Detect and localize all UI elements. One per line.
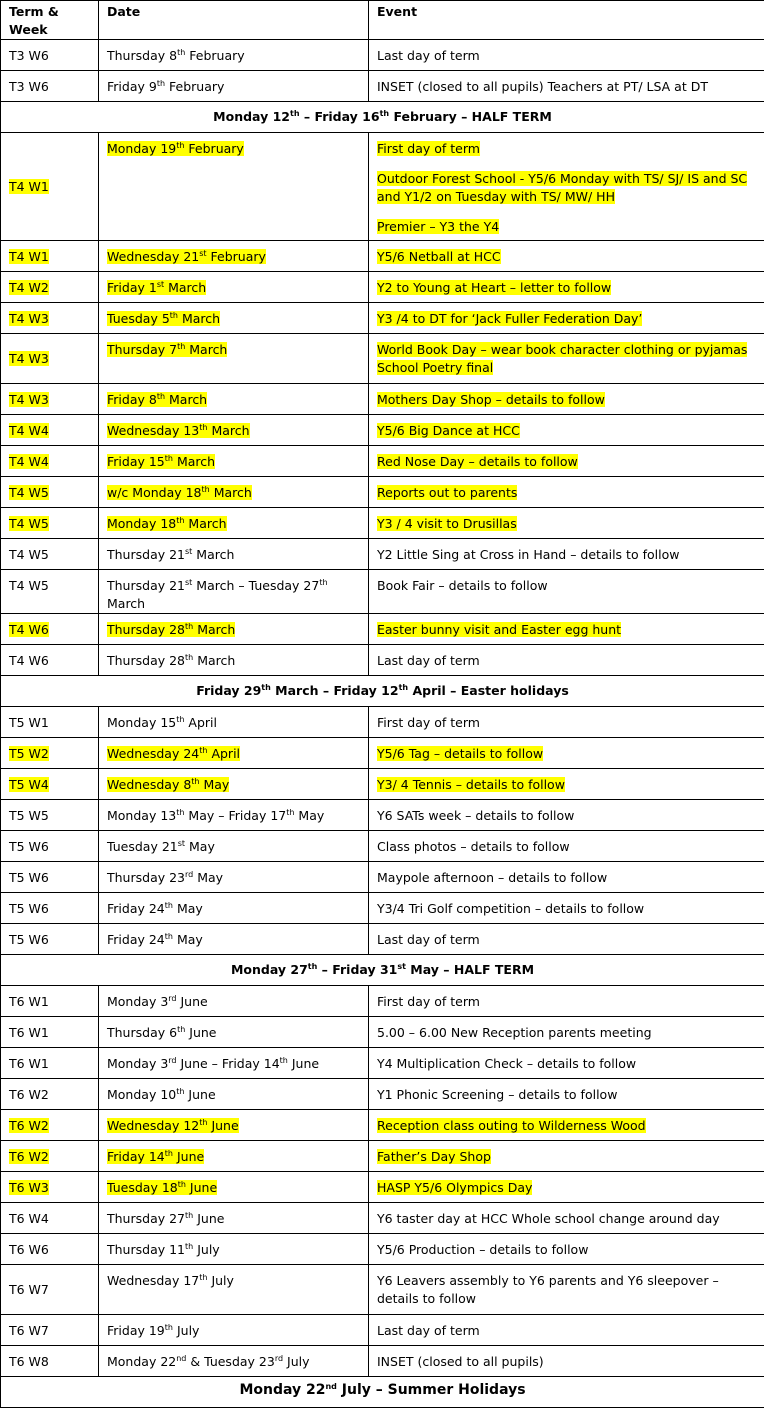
ordinal-suffix: th: [290, 109, 300, 118]
ordinal-suffix: th: [319, 578, 327, 587]
event-text: Y2 Little Sing at Cross in Hand – details to follow: [377, 546, 764, 564]
ordinal-suffix: th: [165, 1323, 173, 1332]
ordinal-suffix: th: [157, 79, 165, 88]
event-cell: [369, 924, 764, 955]
event-text: Easter bunny visit and Easter egg hunt: [377, 621, 764, 639]
ordinal-suffix: th: [199, 746, 207, 755]
ordinal-suffix: th: [308, 962, 318, 971]
event-text: Y1 Phonic Screening – details to follow: [377, 1086, 764, 1104]
event-text: Y3/ 4 Tennis – details to follow: [377, 776, 764, 794]
table-row: [1, 1315, 764, 1346]
holiday-band-row: [1, 102, 764, 133]
ordinal-suffix: th: [176, 1087, 184, 1096]
ordinal-suffix: th: [199, 1118, 207, 1127]
term-week-cell: T6 W4: [1, 1203, 99, 1234]
event-cell: [369, 893, 764, 924]
term-week-cell: T6 W1: [1, 1017, 99, 1048]
term-week-cell: T5 W6: [1, 924, 99, 955]
table-row: [1, 800, 764, 831]
table-row: [1, 738, 764, 769]
term-week-cell: T6 W2: [1, 1110, 99, 1141]
table-row: [1, 862, 764, 893]
ordinal-suffix: th: [176, 141, 184, 150]
ordinal-suffix: st: [185, 547, 192, 556]
event-text: Y5/6 Tag – details to follow: [377, 745, 764, 763]
table-row: [1, 707, 764, 738]
event-cell: [369, 1079, 764, 1110]
table-row: [1, 384, 764, 415]
date-cell: Wednesday 21st February: [99, 241, 369, 272]
event-cell: [369, 800, 764, 831]
date-cell: Monday 10th June: [99, 1079, 369, 1110]
event-text: Y4 Multiplication Check – details to follow: [377, 1055, 764, 1073]
ordinal-suffix: th: [261, 683, 271, 692]
table-row: [1, 446, 764, 477]
header-row: [1, 1, 764, 40]
ordinal-suffix: rd: [185, 870, 193, 879]
holiday-label: Monday 27th – Friday 31st May – HALF TERM: [1, 955, 764, 986]
term-week-cell: T6 W2: [1, 1079, 99, 1110]
event-cell: [369, 446, 764, 477]
date-cell: Thursday 6th June: [99, 1017, 369, 1048]
term-week-cell: T4 W6: [1, 614, 99, 645]
table-row: [1, 40, 764, 71]
date-cell: Monday 22nd & Tuesday 23rd July: [99, 1346, 369, 1377]
event-cell: [369, 1048, 764, 1079]
table-row: [1, 614, 764, 645]
term-week-cell: T6 W1: [1, 1048, 99, 1079]
event-cell: [369, 645, 764, 676]
term-week-cell: T5 W6: [1, 893, 99, 924]
ordinal-suffix: th: [199, 1273, 207, 1282]
event-cell: [369, 303, 764, 334]
event-cell: [369, 570, 764, 614]
term-week-cell: T4 W6: [1, 645, 99, 676]
event-cell: [369, 831, 764, 862]
table-row: [1, 415, 764, 446]
date-cell: w/c Monday 18th March: [99, 477, 369, 508]
event-text: World Book Day – wear book character clothing or pyjamas School Poetry final: [377, 341, 764, 377]
event-cell: [369, 272, 764, 303]
event-text: Last day of term: [377, 931, 764, 949]
event-cell: [369, 1141, 764, 1172]
event-text: Y3 / 4 visit to Drusillas: [377, 515, 764, 533]
term-week-cell: T4 W3: [1, 384, 99, 415]
ordinal-suffix: st: [185, 578, 192, 587]
event-cell: [369, 71, 764, 102]
ordinal-suffix: st: [199, 249, 206, 258]
event-text: HASP Y5/6 Olympics Day: [377, 1179, 764, 1197]
event-cell: [369, 738, 764, 769]
table-row: [1, 1141, 764, 1172]
term-week-cell: T4 W5: [1, 477, 99, 508]
holiday-label: Friday 29th March – Friday 12th April – Easter holidays: [1, 676, 764, 707]
ordinal-suffix: th: [176, 808, 184, 817]
table-row: [1, 570, 764, 614]
event-cell: [369, 40, 764, 71]
date-cell: Thursday 28th March: [99, 614, 369, 645]
event-text: Y6 Leavers assembly to Y6 parents and Y6 sleepover – details to follow: [377, 1272, 764, 1308]
header-date: Date: [99, 1, 369, 40]
event-text: Maypole afternoon – details to follow: [377, 869, 764, 887]
date-cell: Tuesday 5th March: [99, 303, 369, 334]
event-text: Y5/6 Netball at HCC: [377, 248, 764, 266]
term-week-cell: T5 W4: [1, 769, 99, 800]
event-text: First day of term: [377, 140, 764, 158]
term-week-cell: T6 W6: [1, 1234, 99, 1265]
ordinal-suffix: th: [280, 1056, 288, 1065]
table-row: [1, 1203, 764, 1234]
ordinal-suffix: th: [178, 1180, 186, 1189]
table-row: [1, 539, 764, 570]
ordinal-suffix: rd: [275, 1354, 283, 1363]
ordinal-suffix: th: [165, 901, 173, 910]
event-cell: [369, 614, 764, 645]
table-row: [1, 1017, 764, 1048]
ordinal-suffix: th: [165, 932, 173, 941]
holiday-label: Monday 22nd July – Summer Holidays: [1, 1377, 764, 1408]
event-cell: [369, 384, 764, 415]
event-text: 5.00 – 6.00 New Reception parents meeting: [377, 1024, 764, 1042]
holiday-band-row: [1, 955, 764, 986]
ordinal-suffix: th: [165, 1149, 173, 1158]
ordinal-suffix: th: [177, 342, 185, 351]
event-cell: [369, 1017, 764, 1048]
event-text: Reception class outing to Wilderness Wood: [377, 1117, 764, 1135]
table-row: [1, 831, 764, 862]
event-text: Y6 SATs week – details to follow: [377, 807, 764, 825]
table-row: [1, 1048, 764, 1079]
term-week-cell: T6 W7: [1, 1315, 99, 1346]
ordinal-suffix: th: [199, 423, 207, 432]
table-row: [1, 1265, 764, 1315]
holiday-footer-row: [1, 1377, 764, 1408]
event-text: Red Nose Day – details to follow: [377, 453, 764, 471]
table-row: [1, 71, 764, 102]
ordinal-suffix: th: [176, 516, 184, 525]
ordinal-suffix: th: [380, 109, 390, 118]
table-row: [1, 477, 764, 508]
term-week-cell: T6 W3: [1, 1172, 99, 1203]
date-cell: Monday 19th February: [99, 133, 369, 241]
ordinal-suffix: th: [185, 1211, 193, 1220]
ordinal-suffix: nd: [176, 1354, 186, 1363]
event-text: INSET (closed to all pupils): [377, 1353, 764, 1371]
event-text: First day of term: [377, 714, 764, 732]
table-body: [1, 40, 764, 1408]
table-row: [1, 508, 764, 539]
ordinal-suffix: st: [397, 962, 406, 971]
event-text: Y3/4 Tri Golf competition – details to follow: [377, 900, 764, 918]
ordinal-suffix: th: [185, 1242, 193, 1251]
term-week-cell: T3 W6: [1, 71, 99, 102]
ordinal-suffix: rd: [168, 1056, 176, 1065]
event-cell: [369, 334, 764, 384]
date-cell: Monday 3rd June: [99, 986, 369, 1017]
date-cell: Thursday 27th June: [99, 1203, 369, 1234]
event-text: Mothers Day Shop – details to follow: [377, 391, 764, 409]
date-cell: Friday 24th May: [99, 924, 369, 955]
event-cell: [369, 769, 764, 800]
event-text: INSET (closed to all pupils) Teachers at PT/ LSA at DT: [377, 78, 764, 96]
event-cell: [369, 539, 764, 570]
holiday-label: Monday 12th – Friday 16th February – HALF TERM: [1, 102, 764, 133]
event-cell: [369, 415, 764, 446]
term-week-cell: T6 W2: [1, 1141, 99, 1172]
header-event: Event: [369, 1, 764, 40]
term-week-cell: T6 W8: [1, 1346, 99, 1377]
table-row: [1, 272, 764, 303]
table-row: [1, 334, 764, 384]
date-cell: Tuesday 18th June: [99, 1172, 369, 1203]
term-week-cell: T4 W1: [1, 133, 99, 241]
table-row: [1, 303, 764, 334]
date-cell: Thursday 28th March: [99, 645, 369, 676]
ordinal-suffix: th: [185, 622, 193, 631]
table-row: [1, 133, 764, 241]
event-cell: [369, 1110, 764, 1141]
table-row: [1, 241, 764, 272]
term-week-cell: T4 W4: [1, 446, 99, 477]
date-cell: Wednesday 17th July: [99, 1265, 369, 1315]
term-week-cell: T6 W1: [1, 986, 99, 1017]
ordinal-suffix: nd: [325, 1382, 336, 1391]
ordinal-suffix: th: [191, 777, 199, 786]
term-week-cell: T6 W7: [1, 1265, 99, 1315]
term-week-cell: T5 W5: [1, 800, 99, 831]
date-cell: Wednesday 12th June: [99, 1110, 369, 1141]
date-cell: Monday 3rd June – Friday 14th June: [99, 1048, 369, 1079]
event-text: Y5/6 Big Dance at HCC: [377, 422, 764, 440]
date-cell: Friday 24th May: [99, 893, 369, 924]
date-cell: Thursday 8th February: [99, 40, 369, 71]
event-cell: [369, 133, 764, 241]
term-week-cell: T4 W3: [1, 303, 99, 334]
date-cell: Friday 14th June: [99, 1141, 369, 1172]
date-cell: Wednesday 24th April: [99, 738, 369, 769]
ordinal-suffix: th: [157, 392, 165, 401]
date-cell: Friday 9th February: [99, 71, 369, 102]
ordinal-suffix: th: [177, 1025, 185, 1034]
event-text: Y3 /4 to DT for ‘Jack Fuller Federation Day’: [377, 310, 764, 328]
event-text: Y5/6 Production – details to follow: [377, 1241, 764, 1259]
event-text: Premier – Y3 the Y4: [377, 218, 764, 236]
table-row: [1, 1110, 764, 1141]
ordinal-suffix: th: [286, 808, 294, 817]
table-row: [1, 893, 764, 924]
event-cell: [369, 1346, 764, 1377]
ordinal-suffix: th: [185, 653, 193, 662]
term-week-cell: T3 W6: [1, 40, 99, 71]
term-week-cell: T5 W6: [1, 862, 99, 893]
date-cell: Thursday 21st March – Tuesday 27th March: [99, 570, 369, 614]
date-cell: Thursday 21st March: [99, 539, 369, 570]
date-cell: Wednesday 13th March: [99, 415, 369, 446]
date-cell: Thursday 7th March: [99, 334, 369, 384]
date-cell: Friday 15th March: [99, 446, 369, 477]
event-cell: [369, 241, 764, 272]
term-week-cell: T5 W1: [1, 707, 99, 738]
event-cell: [369, 986, 764, 1017]
event-text: Last day of term: [377, 47, 764, 65]
term-week-cell: T5 W6: [1, 831, 99, 862]
event-text: Last day of term: [377, 652, 764, 670]
term-week-cell: T4 W4: [1, 415, 99, 446]
event-text: Y6 taster day at HCC Whole school change around day: [377, 1210, 764, 1228]
term-week-cell: T4 W1: [1, 241, 99, 272]
table-row: [1, 1346, 764, 1377]
term-week-cell: T4 W3: [1, 334, 99, 384]
ordinal-suffix: st: [178, 839, 185, 848]
table-row: [1, 1234, 764, 1265]
date-cell: Friday 1st March: [99, 272, 369, 303]
date-cell: Friday 19th July: [99, 1315, 369, 1346]
holiday-band-row: [1, 676, 764, 707]
date-cell: Friday 8th March: [99, 384, 369, 415]
event-cell: [369, 1265, 764, 1315]
date-cell: Thursday 11th July: [99, 1234, 369, 1265]
event-text: Reports out to parents: [377, 484, 764, 502]
date-cell: Monday 13th May – Friday 17th May: [99, 800, 369, 831]
event-text: Y2 to Young at Heart – letter to follow: [377, 279, 764, 297]
table-row: [1, 645, 764, 676]
event-cell: [369, 862, 764, 893]
term-week-cell: T5 W2: [1, 738, 99, 769]
date-cell: Thursday 23rd May: [99, 862, 369, 893]
ordinal-suffix: th: [170, 311, 178, 320]
event-cell: [369, 477, 764, 508]
event-cell: [369, 1203, 764, 1234]
ordinal-suffix: th: [399, 683, 409, 692]
ordinal-suffix: th: [177, 48, 185, 57]
event-text: Class photos – details to follow: [377, 838, 764, 856]
term-week-cell: T4 W5: [1, 508, 99, 539]
event-cell: [369, 707, 764, 738]
event-text: Father’s Day Shop: [377, 1148, 764, 1166]
term-week-cell: T4 W5: [1, 539, 99, 570]
ordinal-suffix: th: [202, 485, 210, 494]
table-row: [1, 1172, 764, 1203]
ordinal-suffix: th: [176, 715, 184, 724]
term-week-cell: T4 W5: [1, 570, 99, 614]
header-term-week: Term & Week: [1, 1, 99, 40]
ordinal-suffix: th: [165, 454, 173, 463]
ordinal-suffix: st: [157, 280, 164, 289]
date-cell: Monday 18th March: [99, 508, 369, 539]
date-cell: Tuesday 21st May: [99, 831, 369, 862]
term-week-cell: T4 W2: [1, 272, 99, 303]
table-row: [1, 986, 764, 1017]
ordinal-suffix: rd: [168, 994, 176, 1003]
event-text: Book Fair – details to follow: [377, 577, 764, 595]
table-row: [1, 769, 764, 800]
event-text: First day of term: [377, 993, 764, 1011]
date-cell: Wednesday 8th May: [99, 769, 369, 800]
event-text: Last day of term: [377, 1322, 764, 1340]
date-cell: Monday 15th April: [99, 707, 369, 738]
event-cell: [369, 508, 764, 539]
event-cell: [369, 1172, 764, 1203]
table-row: [1, 1079, 764, 1110]
event-cell: [369, 1234, 764, 1265]
event-text: Outdoor Forest School - Y5/6 Monday with TS/ SJ/ IS and SC and Y1/2 on Tuesday with TS/ MW/ HH: [377, 170, 764, 206]
table-row: [1, 924, 764, 955]
event-cell: [369, 1315, 764, 1346]
